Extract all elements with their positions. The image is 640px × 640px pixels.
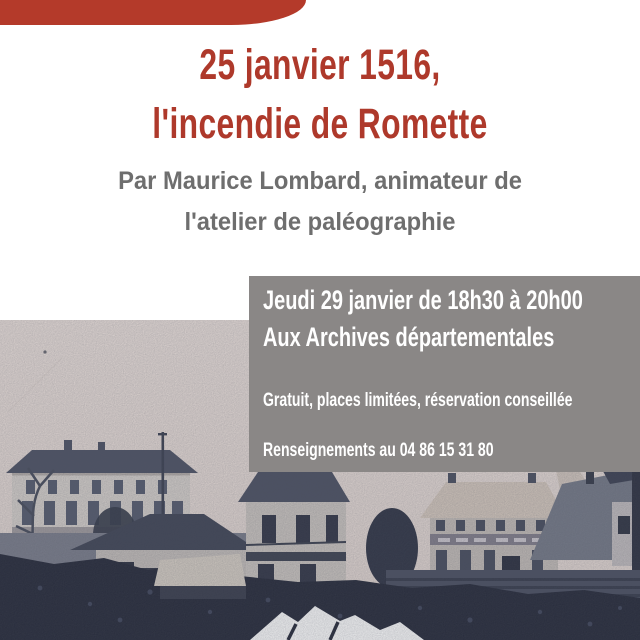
event-datetime: Jeudi 29 janvier de 18h30 à 20h00 bbox=[263, 285, 583, 315]
event-title bbox=[83, 36, 557, 154]
event-speaker bbox=[16, 161, 624, 243]
title-line-1: 25 janvier 1516, bbox=[199, 41, 441, 89]
speaker-line-2: l'atelier de paléographie bbox=[184, 208, 456, 236]
event-location: Aux Archives départementales bbox=[263, 322, 555, 352]
event-info-box bbox=[249, 276, 640, 472]
top-red-band bbox=[0, 0, 306, 25]
speaker-line-1: Par Maurice Lombard, animateur de bbox=[118, 167, 522, 195]
event-contact: Renseignements au 04 86 15 31 80 bbox=[263, 440, 494, 461]
title-line-2: l'incendie de Romette bbox=[152, 100, 488, 148]
event-conditions: Gratuit, places limitées, réservation conseillée bbox=[263, 390, 573, 411]
